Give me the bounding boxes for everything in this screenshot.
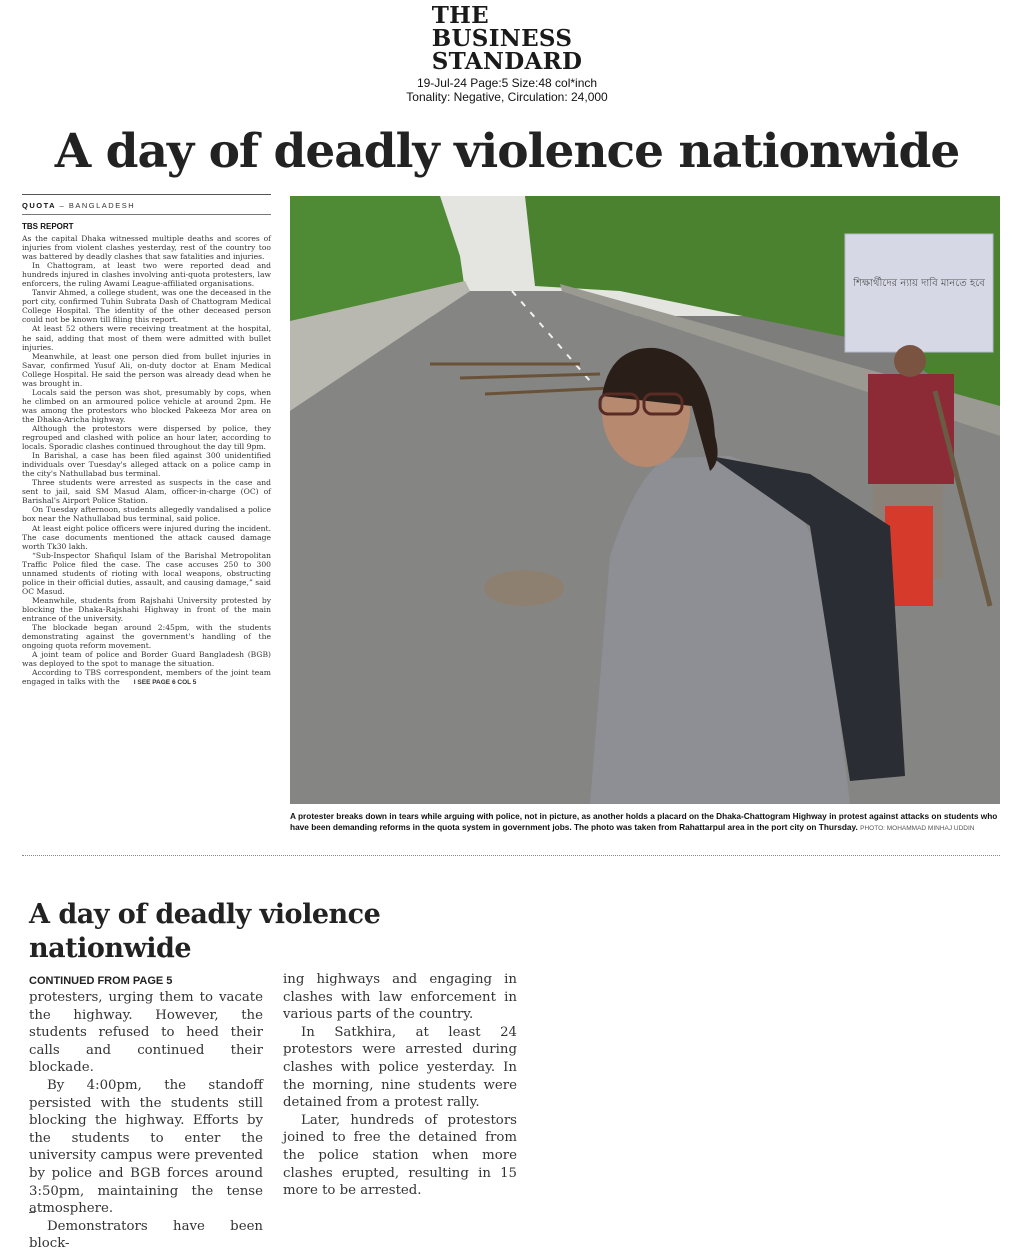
news-photo (290, 196, 1000, 804)
continuation-paragraph: ing highways and engaging in clashes with law enforcement in various parts of the country. (283, 972, 517, 1023)
logo-line-2: BUSINESS (431, 25, 573, 52)
byline: TBS REPORT (22, 222, 74, 231)
article-paragraph: At least eight police officers were injured during the incident. The case documents mentioned the attack caused damage worth Tk30 lakh. (22, 523, 271, 551)
article-paragraph: Three students were arrested as suspects in the case and sent to jail, said SM Masud Alam, officer-in-charge (OC) of Barishal's Airport Police Station. (22, 478, 271, 506)
publication-logo (432, 4, 583, 73)
protester-shirt (868, 374, 954, 484)
photo-credit: PHOTO: MOHAMMAD MINHAJ UDDIN (860, 825, 975, 832)
section-divider (22, 855, 1000, 856)
article-paragraph: Meanwhile, at least one person died from bullet injuries in Savar, confirmed Yusuf Ali, on-duty doctor at Enam Medical College Hospital. He said the person was already dead when he was brought in. (22, 351, 271, 388)
article-paragraph: In Chattogram, at least two were reported dead and hundreds injured in clashes involving anti-quota protesters, law enforcers, the ruling Awami League-affiliated organisations. (22, 261, 271, 289)
protester-head (894, 345, 926, 377)
clipping-meta (0, 76, 1014, 104)
article-paragraph: In Barishal, a case has been filed against 300 unidentified individuals over Tuesday's alleged attack on a police camp in the city's Nathullabad bus terminal. (22, 451, 271, 479)
article-paragraph: Locals said the person was shot, presumably by cops, when he climbed on an armoured police vehicle at around 2pm. He was among the protestors who blocked Pakeeza Mor area on the Dhaka-Aricha highway. (22, 387, 271, 424)
jump-reference: I SEE PAGE 6 COL 5 (133, 679, 197, 687)
meta-date-size: 19-Jul-24 Page:5 Size:48 col*inch (416, 76, 598, 90)
kicker-category: BANGLADESH (68, 201, 136, 210)
masthead (0, 4, 1014, 104)
article-paragraph: Meanwhile, students from Rajshahi University protested by blocking the Dhaka-Rajshahi Highway in front of the main entrance of the university. (22, 595, 271, 623)
article-paragraph: The blockade began around 2:45pm, with the students demonstrating against the government's handling of the ongoing quota reform movement. (22, 623, 271, 651)
main-headline: A day of deadly violence nationwide (54, 124, 960, 179)
continuation-paragraph: Demonstrators have been block- (29, 1218, 263, 1252)
article-paragraph: Although the protestors were dispersed by police, they regrouped and clashed with police an hour later, according to locals. Sporadic clashes continued throughout the day till 9pm. (22, 423, 271, 452)
photo-illustration (290, 196, 1000, 804)
kicker-separator: – (56, 201, 69, 210)
kicker-section: QUOTA (22, 201, 57, 210)
meta-tonality: Tonality: Negative, Circulation: 24,000 (406, 90, 608, 104)
article-paragraph: On Tuesday afternoon, students allegedly vandalised a police box near the Nathullabad bus terminal, said police. (22, 505, 271, 524)
article-body (22, 234, 271, 687)
continuation-paragraph: protesters, urging them to vacate the highway. However, the students refused to heed their calls and continued their blockade. (29, 990, 263, 1076)
placard-text: শিক্ষার্থীদের ন্যায় দাবি মানতে হবে (853, 278, 985, 289)
continuation-column-2 (283, 971, 517, 1200)
article-paragraph: At least 52 others were receiving treatment at the hospital, he said, adding that most of them were admitted with bullet injuries. (22, 324, 271, 352)
article-column (22, 194, 271, 687)
rock (484, 570, 564, 606)
article-paragraph: Tanvir Ahmed, a college student, was one the deceased in the port city, confirmed Tuhin Subrata Dash of Chattogram Medical College Hospital. The identity of the other deceased person could not be known till filing this report. (22, 288, 271, 325)
article-paragraph: A joint team of police and Border Guard Bangladesh (BGB) was deployed to the spot to manage the situation. (22, 650, 271, 669)
article-paragraph: “Sub-Inspector Shafiqul Islam of the Barishal Metropolitan Traffic Police filed the case. The case accuses 250 to 300 unnamed students of rioting with local weapons, obstructing police in their official duties, assault, and causing damage,” said OC Masud. (22, 550, 271, 596)
section-kicker (22, 194, 271, 215)
continuation-headline: A day of deadly violence nationwide (29, 899, 381, 964)
article-paragraph-last (22, 668, 271, 687)
placard (845, 234, 993, 352)
continuation-paragraph: Later, hundreds of protestors joined to free the detained from the police station when more clashes erupted, resulting in 15 more to be arrested. (283, 1112, 517, 1199)
continuation-column-1 (29, 989, 263, 1253)
caption-text: A protester breaks down in tears while arguing with police, not in picture, as another holds a placard on the Dhaka-Chattogram Highway in protest against attacks on students who have been demanding reforms in the quota system in government jobs. The photo was taken from Rahattarpul area in the port city on Thursday. (290, 811, 998, 832)
continuation-paragraph: By 4:00pm, the standoff persisted with the students still blocking the highway. Efforts by the students to enter the university campus were prevented by police and BGB forces around 3:50pm, maintaining the tense atmosphere. (29, 1077, 263, 1217)
article-last-text: According to TBS correspondent, members of the joint team engaged in talks with the (22, 668, 271, 687)
logo-line-3: STANDARD (431, 48, 583, 75)
logo-line-1: THE (431, 2, 489, 29)
continuation-paragraph: In Satkhira, at least 24 protestors were arrested during clashes with police yesterday. In the morning, nine students were detained from a protest rally. (283, 1024, 517, 1111)
article-paragraph: As the capital Dhaka witnessed multiple deaths and scores of injuries from violent clashes yesterday, rest of the country too was battered by deadly clashes that saw fatalities and injuries. (22, 234, 271, 262)
continued-from-label: CONTINUED FROM PAGE 5 (29, 975, 173, 987)
photo-caption (290, 811, 1002, 834)
end-mark (29, 1212, 35, 1213)
